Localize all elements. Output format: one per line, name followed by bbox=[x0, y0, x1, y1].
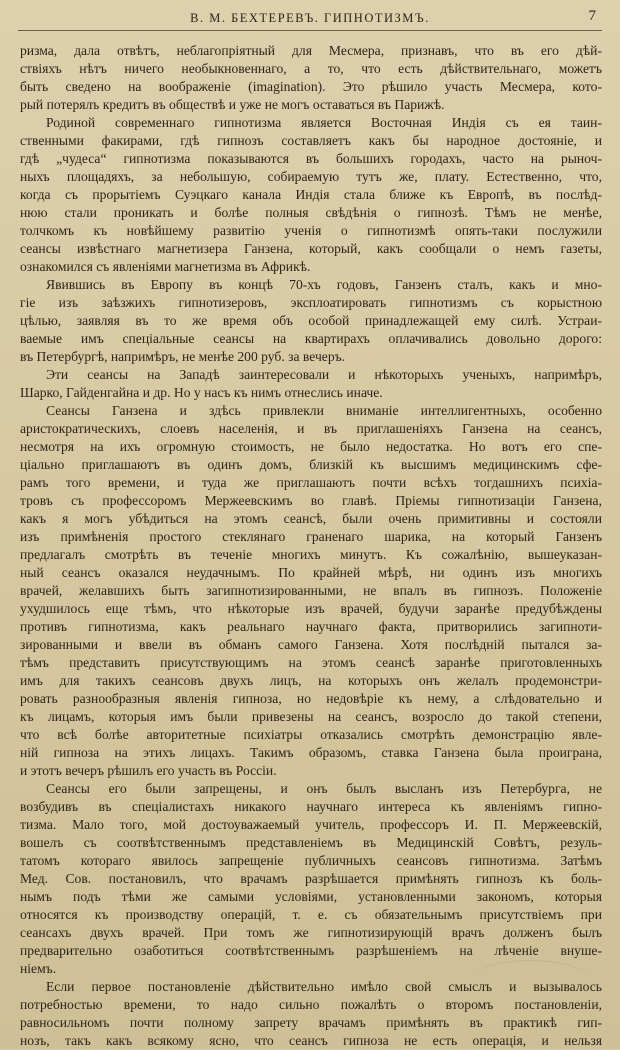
text-line: что всѣ болѣе авторитетные психіатры отказались смотрѣть демонстрацію явле- bbox=[20, 727, 602, 742]
text-line: ній гипноза на этихъ лицахъ. Такимъ образомъ, ставка Ганзена была проиграна, bbox=[20, 745, 602, 760]
text-line: Явившись въ Европу въ концѣ 70-хъ годовъ, Ганзенъ сталъ, какъ и мно- bbox=[46, 277, 602, 292]
text-line: къ лицамъ, которыя имъ были привезены на сеансъ, возросло до такой степени, bbox=[20, 709, 602, 724]
text-line: несмотря на ихъ огромную стоимость, не было недостатка. Но вотъ его спе- bbox=[20, 439, 602, 454]
text-line: относятся къ производству операцій, т. е. съ обязательнымъ присутствіемъ при bbox=[20, 907, 602, 922]
text-line: ніемъ. bbox=[20, 961, 57, 976]
text-line: ныхъ площадяхъ, за небольшую, собираемую тутъ же, плату. Естественно, что, bbox=[20, 169, 602, 184]
text-line: ваемые имъ спеціальные сеансы на квартирахъ оплачивались довольно дорого: bbox=[20, 331, 602, 346]
text-line: ознакомился съ явленіями магнетизма въ Африкѣ. bbox=[20, 259, 311, 274]
text-line: ухудшилось еще тѣмъ, что нѣкоторые изъ врачей, будучи заранѣе предубѣждены bbox=[20, 601, 602, 616]
text-line: Эти сеансы на Западѣ заинтересовали и нѣкоторыхъ ученыхъ, напримѣръ, bbox=[46, 367, 602, 382]
text-line: врачей, желавшихъ быть загипнотизированными, не впалъ въ гипнозъ. Положеніе bbox=[20, 583, 602, 598]
text-line: зированными и ввели въ обманъ самого Ганзена. Хотя послѣдній пытался за- bbox=[20, 637, 602, 652]
text-line: рамъ того времени, и туда же приглашаютъ почти всѣхъ тогдашнихъ психіа- bbox=[20, 475, 602, 490]
text-line: предварительно озаботиться соотвѣтственнымъ разрѣшеніемъ на лѣченіе внуше- bbox=[20, 943, 602, 958]
body-text bbox=[20, 42, 602, 1050]
text-line: возбудивъ въ спеціалистахъ никакого научнаго интереса къ явленіямъ гипно- bbox=[20, 799, 602, 814]
text-line: и этотъ вечеръ рѣшилъ его участь въ Россіи. bbox=[20, 763, 277, 778]
text-line: нюю стали проникать и болѣе полныя свѣдѣнія о гипнозѣ. Тѣмъ не менѣе, bbox=[20, 205, 602, 220]
text-line: сеансы извѣстнаго магнетизера Ганзена, который, какъ сообщали о немъ газеты, bbox=[20, 241, 602, 256]
text-line: ствіяхъ нѣтъ ничего необыкновеннаго, а то, что есть дѣйствительнаго, можетъ bbox=[20, 61, 602, 76]
text-line: вошелъ съ соотвѣтственнымъ представленіемъ въ Медицинскій Совѣтъ, резуль- bbox=[20, 835, 602, 850]
text-line: имъ для такихъ сеансовъ двухъ лицъ, на которыхъ онъ желалъ продемонстри- bbox=[20, 673, 602, 688]
text-line: татомъ котораго явилось запрещеніе публичныхъ сеансовъ гипнотизма. Затѣмъ bbox=[20, 853, 602, 868]
text-line: толчкомъ къ новѣйшему развитію ученія о гипнотизмѣ опять-таки послужили bbox=[20, 223, 602, 238]
text-line: тровъ съ профессоромъ Мержеевскимъ во главѣ. Пріемы гипнотизаціи Ганзена, bbox=[20, 493, 602, 508]
text-line: ризма, дала отвѣтъ, неблагопріятный для Месмера, признавъ, что въ его дѣй- bbox=[20, 43, 602, 58]
text-line: ственными факирами, гдѣ гипнозъ составляетъ какъ бы народное достояніе, и bbox=[20, 133, 602, 148]
text-line: Сеансы его были запрещены, и онъ былъ высланъ изъ Петербурга, не bbox=[46, 781, 602, 796]
text-line: нымъ подъ тѣми же самыми условіями, установленными закономъ, которыя bbox=[20, 889, 602, 904]
text-line: гдѣ „чудеса“ гипнотизма показываются въ большихъ городахъ, часто на рыноч- bbox=[20, 151, 602, 166]
text-line: Сеансы Ганзена и здѣсь привлекли вниманіе интеллигентныхъ, особенно bbox=[46, 403, 602, 418]
paragraph bbox=[20, 114, 602, 276]
running-title: В. М. БЕХТЕРЕВЪ. ГИПНОТИЗМЪ. bbox=[190, 11, 430, 25]
page-number: 7 bbox=[588, 8, 596, 24]
text-line: потребностью времени, то надо сильно пожалѣть о второмъ постановленіи, bbox=[20, 997, 602, 1012]
paragraph bbox=[20, 780, 602, 978]
running-header bbox=[18, 8, 602, 31]
text-line: быть сведено на воображеніе (imagination). Это рѣшило участь Месмера, кото- bbox=[20, 79, 602, 94]
text-line: когда съ прорытіемъ Суэцкаго канала Индія стала ближе къ Европѣ, въ послѣд- bbox=[20, 187, 602, 202]
text-line: предлагалъ смотрѣть въ теченіе многихъ минутъ. Къ сожалѣнію, вышеуказан- bbox=[20, 547, 602, 562]
paragraph bbox=[20, 402, 602, 780]
text-line: ціально приглашаютъ въ одинъ домъ, близкій къ высшимъ медицинскимъ сфе- bbox=[20, 457, 602, 472]
text-line: Родиной современнаго гипнотизма является Восточная Индія съ ея таин- bbox=[46, 115, 602, 130]
text-line: равносильномъ почти полному запрету врачамъ примѣнять въ практикѣ гип- bbox=[20, 1015, 602, 1030]
text-line: какъ я могъ убѣдиться на этомъ сеансѣ, были очень примитивны и состояли bbox=[20, 511, 602, 526]
text-line: Мед. Сов. постановилъ, что врачамъ разрѣшается примѣнять гипнозъ къ боль- bbox=[20, 871, 602, 886]
text-line: Если первое постановленіе дѣйствительно имѣло свой смыслъ и вызывалось bbox=[46, 979, 602, 994]
text-line: нозъ, такъ какъ всякому ясно, что сеансъ гипноза не есть операція, и нельзя bbox=[20, 1033, 602, 1048]
text-line: цѣлью, заявляя въ то же время объ особой принадлежащей ему силѣ. Устраи- bbox=[20, 313, 602, 328]
text-line: изъ примѣненія простого стеклянаго граненаго шарика, на который Ганзенъ bbox=[20, 529, 602, 544]
text-line: аристократическихъ, слоевъ населенія, и въ приглашеніяхъ Ганзена на сеансъ, bbox=[20, 421, 602, 436]
paper-crease bbox=[470, 960, 590, 1001]
text-line: противъ гипнотизма, какъ реальнаго научнаго факта, притворились загипноти- bbox=[20, 619, 602, 634]
paragraph bbox=[20, 366, 602, 402]
paragraph bbox=[20, 276, 602, 366]
text-line: тѣмъ представить присутствующимъ на этомъ сеансѣ заранѣе приготовленныхъ bbox=[20, 655, 602, 670]
text-line: рый потерялъ кредитъ въ обществѣ и уже не могъ оставаться въ Парижѣ. bbox=[20, 97, 445, 112]
paragraph bbox=[20, 42, 602, 114]
text-line: ровать разнообразныя явленія гипноза, но недовѣріе къ нему, а слѣдовательно и bbox=[20, 691, 602, 706]
text-line: тизма. Мало того, мой достоуважаемый учитель, профессоръ И. П. Мержеевскій, bbox=[20, 817, 602, 832]
text-line: гіе изъ заѣзжихъ гипнотизеровъ, эксплоатировать гипнотизмъ съ корыстною bbox=[20, 295, 602, 310]
text-line: сеансахъ двухъ врачей. При томъ же гипнотизирующій врачъ долженъ былъ bbox=[20, 925, 602, 940]
text-line: Шарко, Гайденгайна и др. Но у насъ къ нимъ отнеслись иначе. bbox=[20, 385, 383, 400]
text-line: въ Петербургѣ, напримѣръ, не менѣе 200 руб. за вечеръ. bbox=[20, 349, 346, 364]
text-line: ный сеансъ оказался неудачнымъ. По крайней мѣрѣ, ни одинъ изъ многихъ bbox=[20, 565, 602, 580]
